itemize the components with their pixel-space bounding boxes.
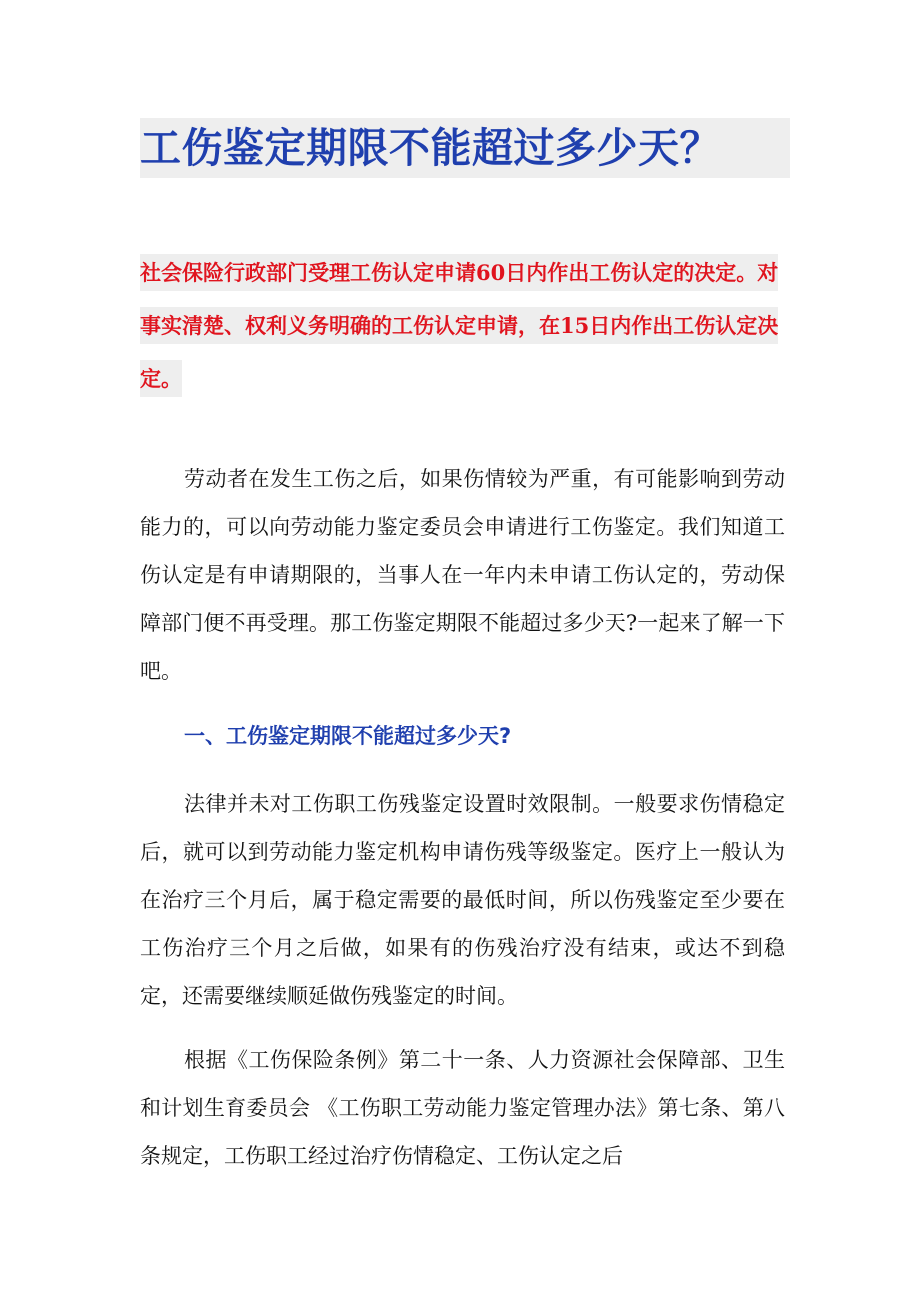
intro-paragraph: 劳动者在发生工伤之后，如果伤情较为严重，有可能影响到劳动能力的，可以向劳动能力鉴定委员会申请进行工伤鉴定。我们知道工伤认定是有申请期限的，当事人在一年内未申请工伤认定的，劳动保障部门便不再受理。那工伤鉴定期限不能超过多少天?一起来了解一下吧。: [140, 467, 785, 683]
section-heading: 一、工伤鉴定期限不能超过多少天?: [184, 724, 512, 748]
summary-highlight: [140, 246, 780, 405]
document-title: 工伤鉴定期限不能超过多少天？: [140, 118, 790, 178]
section-paragraph: 法律并未对工伤职工伤残鉴定设置时效限制。一般要求伤情稳定后，就可以到劳动能力鉴定机构申请伤残等级鉴定。医疗上一般认为在治疗三个月后，属于稳定需要的最低时间，所以伤残鉴定至少要在工伤治疗三个月之后做，如果有的伤残治疗没有结束，或达不到稳定，还需要继续顺延做伤残鉴定的时间。: [140, 792, 785, 1008]
summary-text: 社会保险行政部门受理工伤认定申请60日内作出工伤认定的决定。对事实清楚、权利义务明确的工伤认定申请，在15日内作出工伤认定决定。: [140, 254, 778, 397]
section-paragraph-2: 根据《工伤保险条例》第二十一条、人力资源社会保障部、卫生和计划生育委员会 《工伤职工劳动能力鉴定管理办法》第七条、第八条规定，工伤职工经过治疗伤情稳定、工伤认定之后: [140, 1048, 785, 1168]
